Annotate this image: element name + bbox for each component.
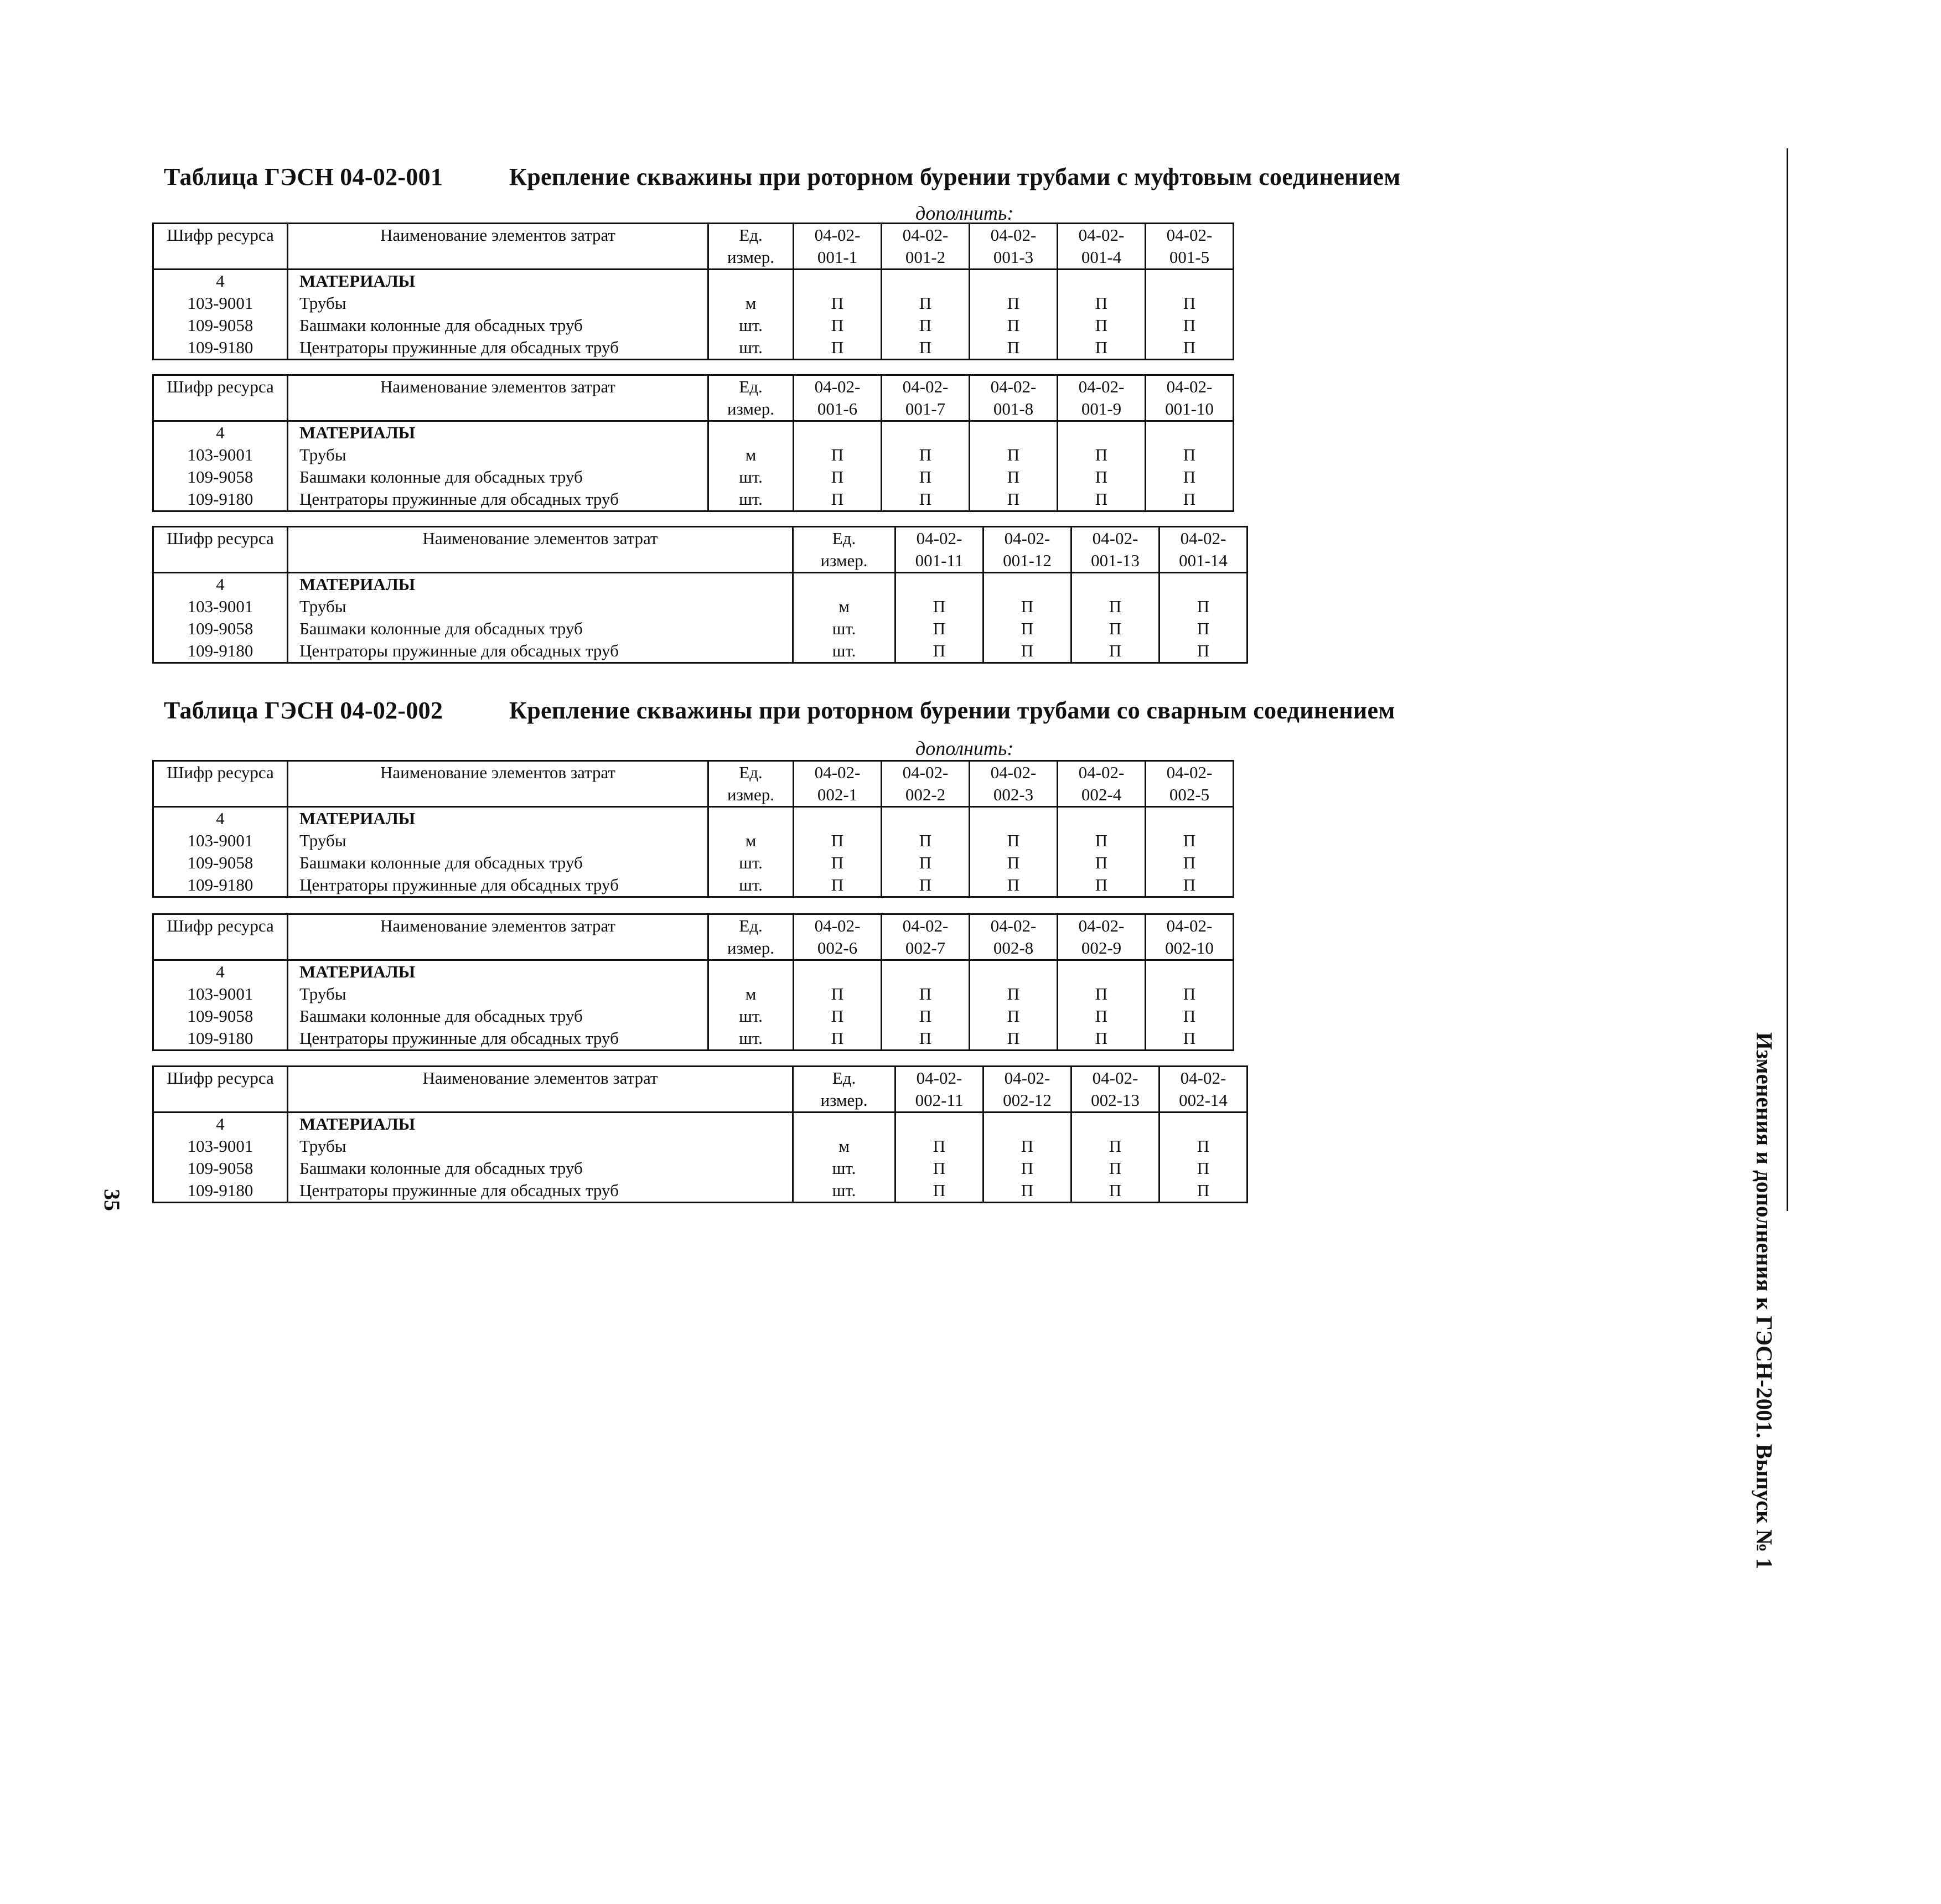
resource-value: П — [794, 444, 882, 466]
header-norm-code: 04-02- 002-11 — [896, 1067, 984, 1113]
resource-value — [882, 421, 970, 444]
resource-table — [152, 374, 1234, 512]
resource-name: Центраторы пружинные для обсадных труб — [288, 337, 708, 360]
resource-unit: шт. — [708, 314, 794, 337]
table-row — [153, 640, 1248, 663]
header-unit: Ед. измер. — [793, 527, 896, 573]
header-name: Наименование элементов затрат — [288, 527, 793, 573]
resource-name: Трубы — [288, 444, 708, 466]
resource-value: П — [1072, 640, 1160, 663]
resource-name: МАТЕРИАЛЫ — [288, 270, 708, 293]
table-row — [153, 466, 1234, 488]
resource-value — [1160, 1113, 1248, 1136]
table-title-2 — [164, 696, 1395, 725]
resource-value — [1160, 573, 1248, 596]
resource-code: 109-9058 — [153, 466, 288, 488]
resource-value: П — [794, 466, 882, 488]
resource-unit — [708, 421, 794, 444]
resource-unit: шт. — [708, 466, 794, 488]
resource-value: П — [794, 292, 882, 314]
resource-value: П — [882, 1027, 970, 1051]
header-norm-code: 04-02- 001-1 — [794, 224, 882, 270]
resource-value — [882, 270, 970, 293]
header-norm-code: 04-02- 002-12 — [984, 1067, 1072, 1113]
resource-value: П — [1072, 618, 1160, 640]
header-name: Наименование элементов затрат — [288, 761, 708, 807]
resource-value: П — [794, 337, 882, 360]
resource-value: П — [970, 983, 1058, 1005]
resource-name: МАТЕРИАЛЫ — [288, 573, 793, 596]
resource-value: П — [1058, 1005, 1146, 1027]
resource-value: П — [1072, 1135, 1160, 1157]
resource-code: 103-9001 — [153, 444, 288, 466]
table-heading: Крепление скважины при роторном бурении трубами с муфтовым соединением — [509, 163, 1401, 190]
resource-value: П — [1146, 852, 1234, 874]
table-row — [153, 314, 1234, 337]
resource-value: П — [1146, 874, 1234, 897]
resource-value: П — [970, 337, 1058, 360]
resource-value: П — [882, 488, 970, 511]
resource-value: П — [794, 1027, 882, 1051]
resource-value — [794, 807, 882, 830]
resource-value: П — [1160, 1135, 1248, 1157]
resource-code: 103-9001 — [153, 596, 288, 618]
resource-code: 103-9001 — [153, 983, 288, 1005]
resource-name: МАТЕРИАЛЫ — [288, 807, 708, 830]
header-norm-code: 04-02- 002-5 — [1146, 761, 1234, 807]
resource-value: П — [896, 1135, 984, 1157]
resource-name: МАТЕРИАЛЫ — [288, 1113, 793, 1136]
header-unit: Ед. измер. — [708, 224, 794, 270]
resource-unit — [708, 807, 794, 830]
header-norm-code: 04-02- 001-13 — [1072, 527, 1160, 573]
resource-unit: м — [708, 444, 794, 466]
resource-value: П — [882, 337, 970, 360]
resource-value: П — [794, 852, 882, 874]
header-norm-code: 04-02- 002-14 — [1160, 1067, 1248, 1113]
resource-value: П — [1146, 1005, 1234, 1027]
resource-value: П — [1160, 1179, 1248, 1203]
side-caption: Изменения и дополнения к ГЭСН-2001. Выпуск № 1 — [1752, 1032, 1777, 1570]
resource-unit: шт. — [708, 874, 794, 897]
resource-name: МАТЕРИАЛЫ — [288, 421, 708, 444]
resource-value — [1058, 960, 1146, 984]
resource-code: 109-9180 — [153, 1179, 288, 1203]
table-row — [153, 1135, 1248, 1157]
header-norm-code: 04-02- 001-14 — [1160, 527, 1248, 573]
resource-name: Башмаки колонные для обсадных труб — [288, 1157, 793, 1179]
resource-value — [896, 1113, 984, 1136]
resource-value: П — [970, 1005, 1058, 1027]
resource-value: П — [1058, 852, 1146, 874]
header-unit: Ед. измер. — [708, 375, 794, 421]
resource-value: П — [1058, 488, 1146, 511]
resource-unit: шт. — [793, 618, 896, 640]
resource-value: П — [984, 596, 1072, 618]
resource-unit: м — [708, 292, 794, 314]
resource-name: Центраторы пружинные для обсадных труб — [288, 640, 793, 663]
resource-value: П — [794, 983, 882, 1005]
table-row — [153, 270, 1234, 293]
resource-value: П — [1160, 640, 1248, 663]
table-code: Таблица ГЭСН 04-02-002 — [164, 697, 443, 724]
page-number: 35 — [100, 1189, 125, 1211]
resource-value: П — [882, 1005, 970, 1027]
header-norm-code: 04-02- 001-3 — [970, 224, 1058, 270]
resource-unit: шт. — [793, 1157, 896, 1179]
resource-value: П — [1058, 874, 1146, 897]
header-norm-code: 04-02- 001-2 — [882, 224, 970, 270]
resource-value: П — [882, 444, 970, 466]
add-note: дополнить: — [915, 737, 1014, 759]
table-row — [153, 444, 1234, 466]
resource-value — [1058, 807, 1146, 830]
resource-name: Центраторы пружинные для обсадных труб — [288, 1179, 793, 1203]
header-norm-code: 04-02- 001-9 — [1058, 375, 1146, 421]
resource-value — [882, 807, 970, 830]
table-row — [153, 573, 1248, 596]
resource-value: П — [896, 1157, 984, 1179]
resource-value — [882, 960, 970, 984]
resource-unit: шт. — [793, 1179, 896, 1203]
table-row — [153, 1027, 1234, 1051]
table-row — [153, 852, 1234, 874]
header-norm-code: 04-02- 002-6 — [794, 914, 882, 960]
table-row — [153, 292, 1234, 314]
header-norm-code: 04-02- 001-6 — [794, 375, 882, 421]
resource-value: П — [882, 874, 970, 897]
header-name: Наименование элементов затрат — [288, 375, 708, 421]
header-unit: Ед. измер. — [793, 1067, 896, 1113]
resource-code: 109-9058 — [153, 1157, 288, 1179]
resource-unit: шт. — [708, 488, 794, 511]
resource-code: 4 — [153, 1113, 288, 1136]
resource-value: П — [970, 1027, 1058, 1051]
resource-name: МАТЕРИАЛЫ — [288, 960, 708, 984]
table-title-1 — [164, 163, 1401, 191]
header-norm-code: 04-02- 002-4 — [1058, 761, 1146, 807]
resource-value: П — [970, 874, 1058, 897]
resource-value: П — [970, 292, 1058, 314]
header-norm-code: 04-02- 001-4 — [1058, 224, 1146, 270]
resource-value: П — [1058, 314, 1146, 337]
resource-value — [970, 807, 1058, 830]
resource-value: П — [1146, 1027, 1234, 1051]
resource-unit — [793, 1113, 896, 1136]
resource-value: П — [984, 640, 1072, 663]
resource-value — [984, 1113, 1072, 1136]
resource-code: 109-9058 — [153, 618, 288, 640]
resource-value — [1058, 270, 1146, 293]
resource-code: 103-9001 — [153, 1135, 288, 1157]
resource-unit: м — [793, 596, 896, 618]
resource-value: П — [970, 852, 1058, 874]
header-norm-code: 04-02- 001-8 — [970, 375, 1058, 421]
resource-unit — [793, 573, 896, 596]
resource-name: Трубы — [288, 983, 708, 1005]
header-unit: Ед. измер. — [708, 914, 794, 960]
resource-name: Башмаки колонные для обсадных труб — [288, 314, 708, 337]
resource-value: П — [984, 1179, 1072, 1203]
resource-value: П — [970, 314, 1058, 337]
resource-value: П — [1072, 1179, 1160, 1203]
table-row — [153, 830, 1234, 852]
resource-value — [1146, 270, 1234, 293]
header-norm-code: 04-02- 001-12 — [984, 527, 1072, 573]
resource-name: Трубы — [288, 830, 708, 852]
resource-unit: шт. — [708, 1027, 794, 1051]
resource-table — [152, 526, 1248, 664]
resource-table — [152, 760, 1234, 898]
resource-unit: шт. — [793, 640, 896, 663]
resource-unit — [708, 960, 794, 984]
resource-value: П — [970, 830, 1058, 852]
resource-unit: м — [793, 1135, 896, 1157]
resource-unit: шт. — [708, 852, 794, 874]
resource-code: 4 — [153, 270, 288, 293]
table-row — [153, 1179, 1248, 1203]
resource-code: 109-9058 — [153, 852, 288, 874]
resource-value — [970, 960, 1058, 984]
resource-value: П — [1146, 488, 1234, 511]
resource-code: 109-9180 — [153, 337, 288, 360]
resource-value — [794, 960, 882, 984]
resource-value: П — [896, 596, 984, 618]
resource-code: 4 — [153, 960, 288, 984]
table-row — [153, 421, 1234, 444]
header-norm-code: 04-02- 001-11 — [896, 527, 984, 573]
resource-code: 4 — [153, 573, 288, 596]
resource-value: П — [1072, 1157, 1160, 1179]
resource-value: П — [896, 640, 984, 663]
resource-value: П — [970, 488, 1058, 511]
header-norm-code: 04-02- 002-2 — [882, 761, 970, 807]
resource-value: П — [1160, 1157, 1248, 1179]
header-name: Наименование элементов затрат — [288, 914, 708, 960]
resource-value — [1146, 807, 1234, 830]
resource-value: П — [794, 488, 882, 511]
resource-name: Башмаки колонные для обсадных труб — [288, 618, 793, 640]
resource-value — [1072, 573, 1160, 596]
resource-value: П — [1058, 1027, 1146, 1051]
resource-name: Трубы — [288, 596, 793, 618]
resource-code: 109-9180 — [153, 640, 288, 663]
resource-table — [152, 913, 1234, 1051]
resource-value: П — [970, 444, 1058, 466]
resource-value: П — [1146, 314, 1234, 337]
table-row — [153, 596, 1248, 618]
header-norm-code: 04-02- 002-9 — [1058, 914, 1146, 960]
resource-value: П — [1160, 596, 1248, 618]
resource-name: Трубы — [288, 1135, 793, 1157]
resource-unit: шт. — [708, 337, 794, 360]
resource-value: П — [1146, 830, 1234, 852]
resource-value: П — [896, 618, 984, 640]
resource-value: П — [1058, 983, 1146, 1005]
resource-value: П — [1146, 337, 1234, 360]
resource-name: Башмаки колонные для обсадных труб — [288, 1005, 708, 1027]
resource-value: П — [1072, 596, 1160, 618]
resource-value: П — [794, 314, 882, 337]
resource-value: П — [882, 983, 970, 1005]
resource-value: П — [984, 618, 1072, 640]
resource-value — [1058, 421, 1146, 444]
resource-value: П — [1058, 292, 1146, 314]
header-name: Наименование элементов затрат — [288, 1067, 793, 1113]
resource-value: П — [1146, 466, 1234, 488]
resource-value: П — [882, 292, 970, 314]
table-row — [153, 488, 1234, 511]
header-norm-code: 04-02- 002-1 — [794, 761, 882, 807]
resource-value — [970, 421, 1058, 444]
header-norm-code: 04-02- 002-7 — [882, 914, 970, 960]
resource-value: П — [882, 466, 970, 488]
header-code: Шифр ресурса — [153, 761, 288, 807]
header-norm-code: 04-02- 001-5 — [1146, 224, 1234, 270]
header-code: Шифр ресурса — [153, 914, 288, 960]
table-row — [153, 983, 1234, 1005]
resource-value: П — [1146, 292, 1234, 314]
resource-value: П — [1058, 444, 1146, 466]
header-norm-code: 04-02- 002-10 — [1146, 914, 1234, 960]
resource-value: П — [1058, 337, 1146, 360]
table-row — [153, 618, 1248, 640]
resource-name: Центраторы пружинные для обсадных труб — [288, 874, 708, 897]
resource-value: П — [1058, 466, 1146, 488]
table-row — [153, 874, 1234, 897]
table-row — [153, 807, 1234, 830]
header-norm-code: 04-02- 001-10 — [1146, 375, 1234, 421]
resource-value: П — [984, 1157, 1072, 1179]
header-code: Шифр ресурса — [153, 375, 288, 421]
resource-value — [984, 573, 1072, 596]
table-row — [153, 337, 1234, 360]
resource-value: П — [1146, 983, 1234, 1005]
header-unit: Ед. измер. — [708, 761, 794, 807]
table-row — [153, 1157, 1248, 1179]
resource-name: Башмаки колонные для обсадных труб — [288, 852, 708, 874]
resource-code: 109-9180 — [153, 874, 288, 897]
header-code: Шифр ресурса — [153, 1067, 288, 1113]
resource-value: П — [794, 830, 882, 852]
resource-code: 109-9180 — [153, 1027, 288, 1051]
header-code: Шифр ресурса — [153, 224, 288, 270]
header-norm-code: 04-02- 002-3 — [970, 761, 1058, 807]
resource-code: 103-9001 — [153, 830, 288, 852]
table-row — [153, 1005, 1234, 1027]
resource-name: Трубы — [288, 292, 708, 314]
resource-value: П — [1058, 830, 1146, 852]
resource-value: П — [970, 466, 1058, 488]
resource-value: П — [882, 830, 970, 852]
resource-code: 103-9001 — [153, 292, 288, 314]
resource-value — [1146, 421, 1234, 444]
resource-code: 4 — [153, 807, 288, 830]
header-norm-code: 04-02- 002-13 — [1072, 1067, 1160, 1113]
resource-value — [970, 270, 1058, 293]
table-code: Таблица ГЭСН 04-02-001 — [164, 163, 443, 190]
resource-code: 109-9180 — [153, 488, 288, 511]
resource-name: Центраторы пружинные для обсадных труб — [288, 488, 708, 511]
resource-value: П — [882, 314, 970, 337]
resource-value: П — [984, 1135, 1072, 1157]
resource-value: П — [794, 874, 882, 897]
resource-code: 109-9058 — [153, 314, 288, 337]
resource-unit: м — [708, 983, 794, 1005]
resource-unit: м — [708, 830, 794, 852]
resource-value — [896, 573, 984, 596]
header-name: Наименование элементов затрат — [288, 224, 708, 270]
resource-value: П — [896, 1179, 984, 1203]
resource-table — [152, 1065, 1248, 1203]
resource-unit — [708, 270, 794, 293]
resource-code: 109-9058 — [153, 1005, 288, 1027]
resource-value: П — [794, 1005, 882, 1027]
resource-value: П — [1160, 618, 1248, 640]
resource-value — [794, 270, 882, 293]
resource-name: Центраторы пружинные для обсадных труб — [288, 1027, 708, 1051]
add-note: дополнить: — [915, 202, 1014, 224]
margin-rule — [1787, 148, 1788, 1211]
resource-code: 4 — [153, 421, 288, 444]
resource-value — [1072, 1113, 1160, 1136]
table-row — [153, 1113, 1248, 1136]
header-code: Шифр ресурса — [153, 527, 288, 573]
resource-table — [152, 223, 1234, 360]
table-row — [153, 960, 1234, 984]
resource-value: П — [882, 852, 970, 874]
resource-unit: шт. — [708, 1005, 794, 1027]
header-norm-code: 04-02- 002-8 — [970, 914, 1058, 960]
resource-value: П — [1146, 444, 1234, 466]
resource-value — [794, 421, 882, 444]
header-norm-code: 04-02- 001-7 — [882, 375, 970, 421]
resource-name: Башмаки колонные для обсадных труб — [288, 466, 708, 488]
table-heading: Крепление скважины при роторном бурении трубами со сварным соединением — [509, 697, 1395, 724]
resource-value — [1146, 960, 1234, 984]
